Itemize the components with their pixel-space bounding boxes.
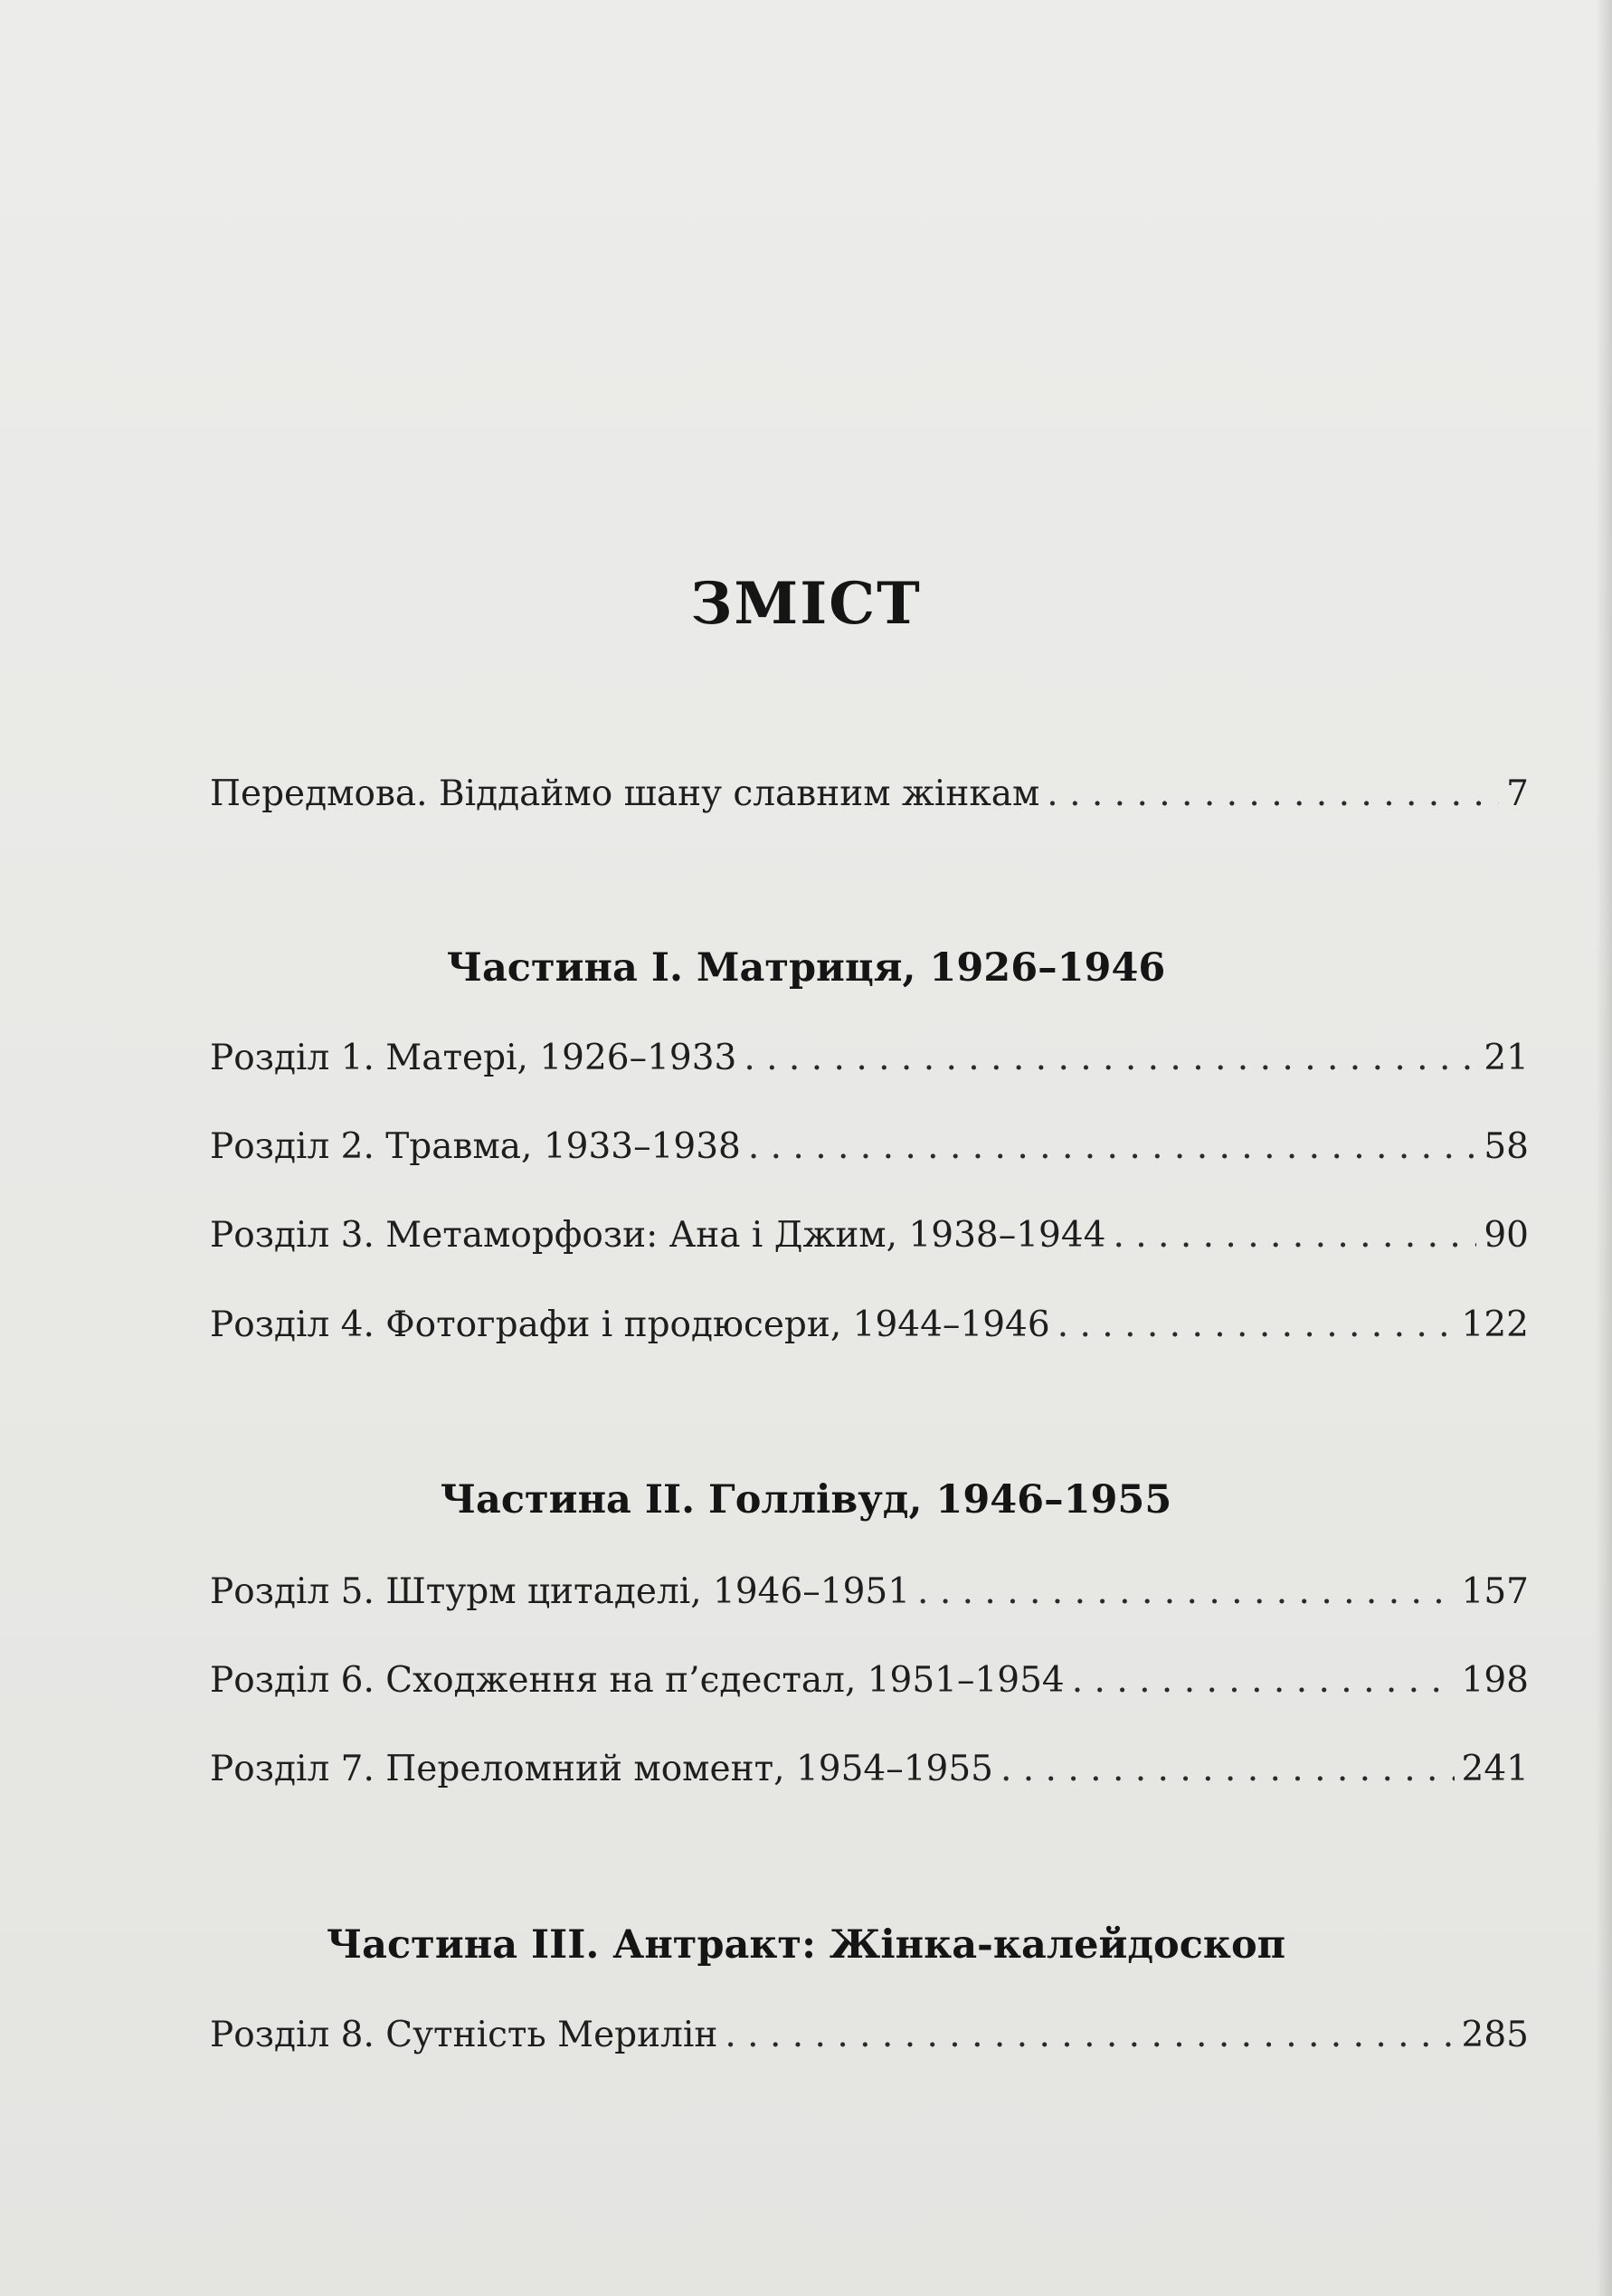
dot-leader — [744, 1038, 1476, 1078]
toc-entry-label: Розділ 1. Матері, 1926–1933 — [210, 1038, 737, 1078]
toc-entry-label: Розділ 7. Переломний момент, 1954–1955 — [210, 1749, 993, 1789]
toc-entry-chapter-6 — [210, 1660, 1529, 1701]
toc-entry-chapter-4 — [210, 1305, 1529, 1345]
toc-entry-label: Розділ 2. Травма, 1933–1938 — [210, 1126, 741, 1167]
toc-page-number: 90 — [1484, 1215, 1529, 1256]
toc-page-number: 7 — [1506, 773, 1529, 814]
toc-entry-label: Передмова. Віддаймо шану славним жінкам — [210, 773, 1040, 814]
toc-page-number: 285 — [1461, 2015, 1529, 2055]
toc-entry-label: Розділ 5. Штурм цитаделі, 1946–1951 — [210, 1571, 911, 1612]
toc-page-number: 122 — [1461, 1305, 1529, 1345]
page-edge-shadow — [1596, 0, 1612, 2296]
dot-leader — [1047, 773, 1499, 814]
toc-entry-preface — [210, 773, 1529, 814]
toc-entry-label: Розділ 8. Сутність Мерилін — [210, 2015, 718, 2055]
toc-entry-chapter-8 — [210, 2015, 1529, 2055]
toc-entry-label: Розділ 4. Фотографи і продюсери, 1944–1946 — [210, 1305, 1050, 1345]
dot-leader — [748, 1126, 1477, 1167]
toc-entry-chapter-1 — [210, 1038, 1529, 1078]
toc-page-number: 157 — [1461, 1571, 1529, 1612]
dot-leader — [1113, 1215, 1476, 1256]
toc-page-number: 21 — [1484, 1038, 1529, 1078]
part-heading-3: Частина ІІІ. Антракт: Жінка-калейдоскоп — [326, 1922, 1286, 1968]
toc-entry-chapter-7 — [210, 1749, 1529, 1789]
toc-entry-label: Розділ 3. Метаморфози: Ана і Джим, 1938–1944 — [210, 1215, 1106, 1256]
part-heading-2: Частина ІІ. Голлівуд, 1946–1955 — [440, 1477, 1172, 1523]
dot-leader — [1057, 1305, 1455, 1345]
toc-title: ЗМІСТ — [690, 570, 922, 638]
toc-page-number: 198 — [1461, 1660, 1529, 1701]
part-heading-1: Частина І. Матриця, 1926–1946 — [446, 945, 1166, 991]
toc-entry-chapter-5 — [210, 1571, 1529, 1612]
toc-entry-chapter-3 — [210, 1215, 1529, 1256]
toc-entry-label: Розділ 6. Сходження на п’єдестал, 1951–1954 — [210, 1660, 1065, 1701]
dot-leader — [917, 1571, 1455, 1612]
dot-leader — [1000, 1749, 1455, 1789]
toc-page-number: 241 — [1461, 1749, 1529, 1789]
dot-leader — [1072, 1660, 1455, 1701]
toc-page-number: 58 — [1484, 1126, 1529, 1167]
toc-entry-chapter-2 — [210, 1126, 1529, 1167]
dot-leader — [725, 2015, 1454, 2055]
